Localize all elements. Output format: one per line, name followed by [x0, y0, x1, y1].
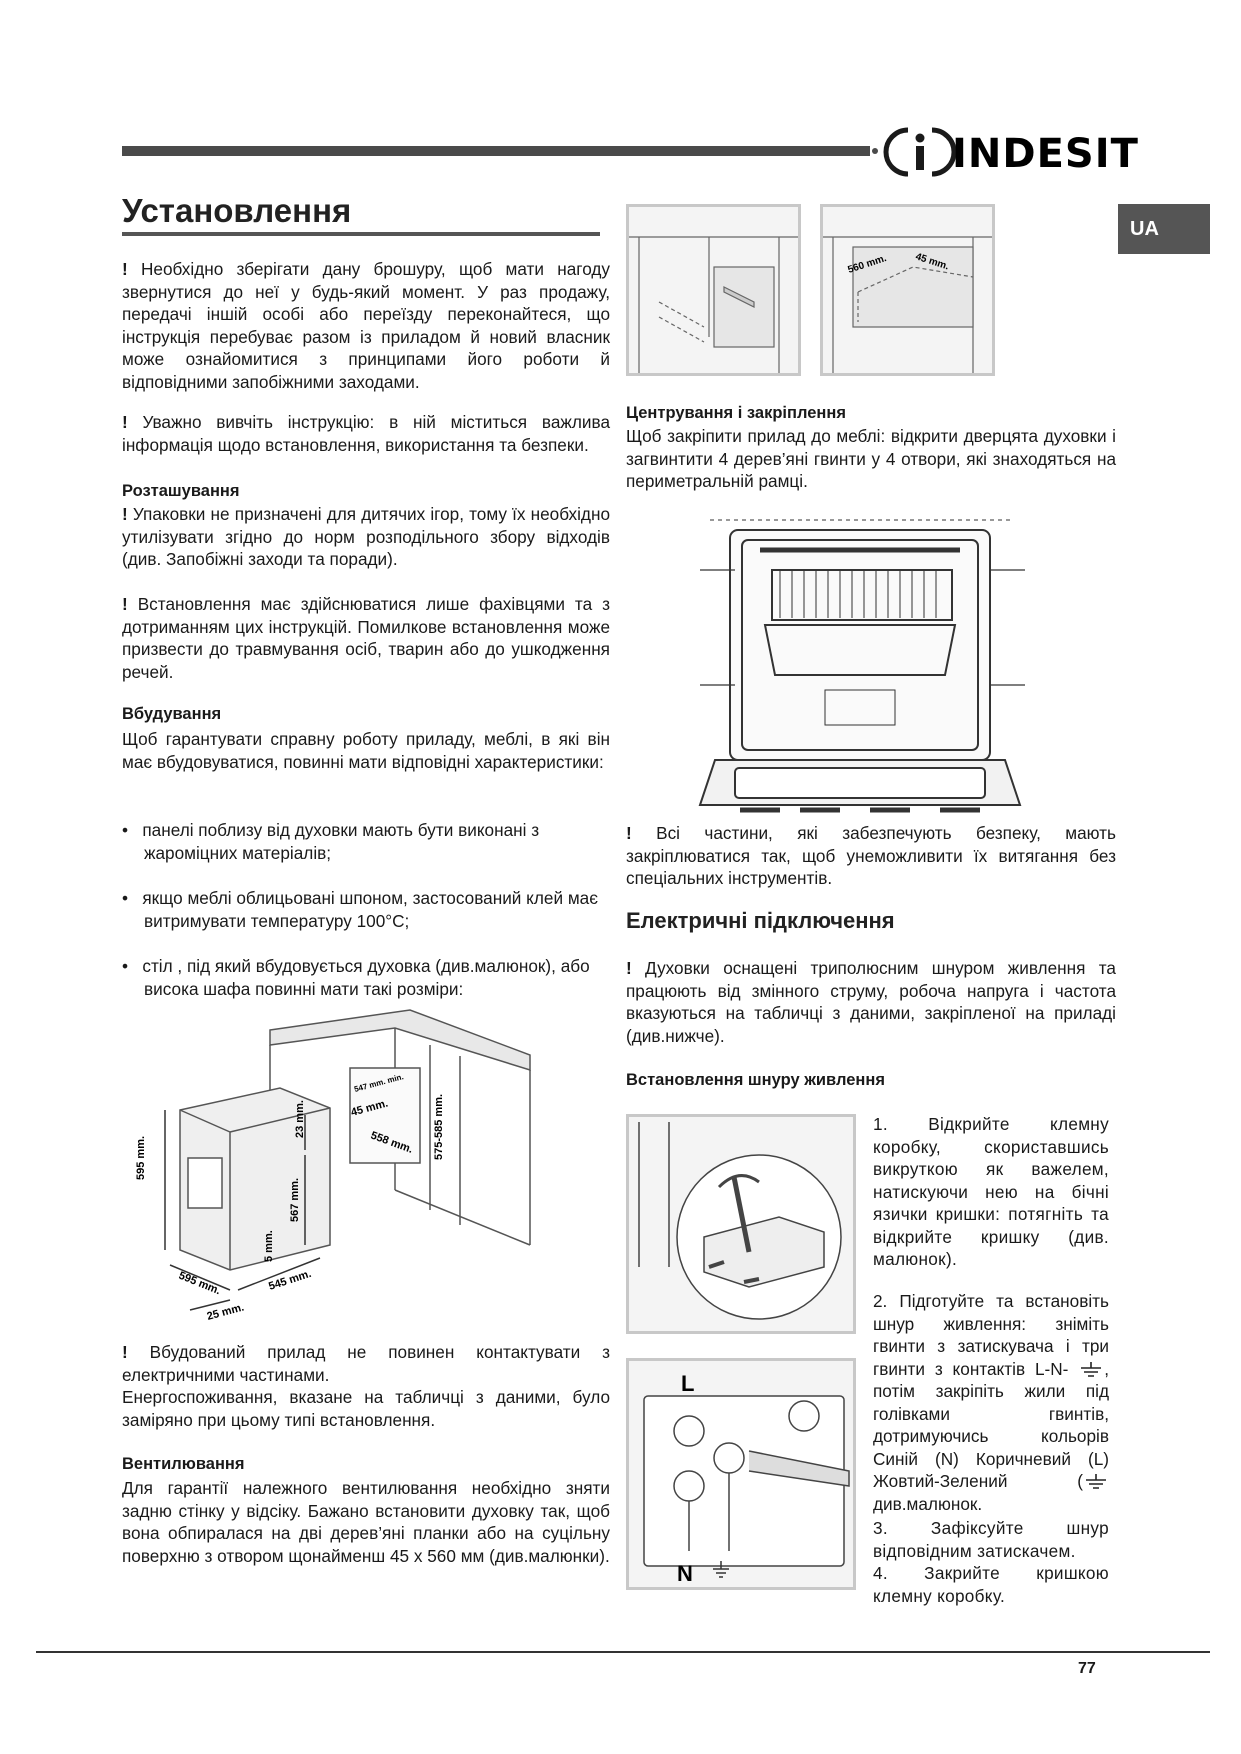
ground-symbol-icon — [1078, 1361, 1104, 1379]
page-number: 77 — [1078, 1660, 1096, 1677]
footer-line — [36, 1651, 1210, 1653]
cabinet-illustration — [629, 207, 798, 373]
dim-label: 567 mm. — [289, 1177, 301, 1222]
dim-label: 595 mm. — [176, 1269, 223, 1298]
builtin-paragraph: Щоб гарантувати справну роботу приладу, меблі, в які він має вбудовуватися, повинні мати відповідні характеристики: — [122, 729, 610, 772]
dim-label: 575-585 mm. — [433, 1093, 445, 1160]
header-bar — [122, 146, 870, 156]
intro-paragraph: ! Необхідно зберігати дану брошуру, щоб мати нагоду звернутися до неї у будь-який момент. У раз продажу, передачі іншій особі або переїзду переконайтеся, що інструкція перебуває разом із приладом й новий власник може ознайомитися з принципами його роботи й відповідними запобіжними заходами. — [122, 259, 611, 392]
warning-paragraph: ! Уважно вивчіть інструкцію: в ній міститься важлива інформація щодо встановлення, використання та безпеки. — [122, 412, 610, 455]
cord-heading: Встановлення шнуру живлення — [626, 1071, 885, 1089]
step-4-text: 4. Закрийте кришкою клемну коробку. — [873, 1563, 1109, 1606]
location-heading: Розташування — [122, 482, 240, 500]
packaging-paragraph: ! Упаковки не призначені для дитячих ігор, тому їх необхідно утилізувати згідно до норм розподільного збору відходів (див. Запобіжні заходи та поради). — [122, 504, 611, 569]
oven-front-figure — [690, 510, 1030, 820]
step-2-text: 2. Підготуйте та встановіть шнур живлення: зніміть гвинти з затискувача і три гвинти з контактів L-N- , потім закріпіть жили під голівками гвинтів, дотримуючись кольорів Синій (N) Коричневий (L) Жовтий-Зелений ( див.малюнок. — [873, 1291, 1109, 1514]
dim-label: 45 mm. — [349, 1097, 390, 1119]
centering-heading: Центрування і закріплення — [626, 404, 846, 422]
brand-name: INDESIT — [952, 131, 1139, 177]
header-bar-dot — [872, 148, 878, 154]
terminal-label-l: L — [681, 1371, 695, 1396]
dim-label: 23 mm. — [294, 1100, 306, 1138]
terminal-box-illustration — [629, 1117, 853, 1331]
electric-heading: Електричні підключення — [626, 908, 895, 933]
dim-label: 558 mm. — [368, 1129, 415, 1156]
electric-paragraph: ! Духовки оснащені триполюсним шнуром живлення та працюють від змінного струму, робоча напруга і частота вказуються на табличці з даними, закріпленої на приладі (див.нижче). — [626, 958, 1116, 1046]
energy-paragraph: Енергоспоживання, вказане на табличці з даними, було заміряно при цьому типі встановлення. — [122, 1387, 610, 1430]
terminal-label-n: N — [677, 1561, 693, 1586]
step-1-text: 1. Відкрийте клемну коробку, скориставшись викруткою як важелем, натискуючи нею на бічні язички кришки: потягніть та відкрийте кришку (див. малюнок). — [873, 1114, 1109, 1269]
dim-label: 45 mm. — [914, 251, 951, 273]
title-underline — [122, 232, 600, 236]
dim-label: 545 mm. — [267, 1267, 313, 1293]
safety-paragraph: ! Всі частини, які забезпечують безпеку, мають закріплюватися так, щоб унеможливити їх витягання без спеціальних інструментів. — [626, 823, 1116, 888]
step-3-text: 3. Зафіксуйте шнур відповідним затискачем. — [873, 1518, 1109, 1561]
terminal-box-open-figure — [626, 1114, 856, 1334]
page-title: Установлення — [122, 192, 352, 229]
terminal-wiring-illustration — [629, 1361, 853, 1587]
bullet-item: • стіл , під який вбудовується духовка (див.малюнок), або висока шафа повинні мати такі розміри: — [122, 956, 590, 999]
dim-label: 25 mm. — [205, 1301, 246, 1323]
dim-label: 560 mm. — [846, 253, 888, 276]
centering-paragraph: Щоб закріпити прилад до меблі: відкрити дверцята духовки і загвинтити 4 дерев’яні гвинти у 4 отвори, які знаходяться на периметральній рамці. — [626, 426, 1116, 491]
ground-symbol-icon — [1083, 1473, 1109, 1491]
builtin-dimensions-figure — [130, 1000, 530, 1323]
ventilation-heading: Вентилювання — [122, 1455, 245, 1473]
language-tab: UA — [1118, 204, 1210, 254]
ventilation-paragraph: Для гарантії належного вентилювання необхідно зняти задню стінку у відсіку. Бажано встановити духовку так, щоб вона обпиралася на дві дерев’яні планки або на суцільну поверхню з отвором щонайменш 45 х 560 мм (див.малюнки). — [122, 1478, 610, 1566]
dim-label: 595 mm. — [135, 1135, 147, 1180]
cabinet-figure-1 — [626, 204, 801, 376]
installer-paragraph: ! Встановлення має здійснюватися лише фахівцями та з дотриманням цих інструкцій. Помилкове встановлення може призвести до травмування осіб, тварин або до ушкодження речей. — [122, 594, 610, 682]
terminal-wiring-figure — [626, 1358, 856, 1590]
contact-paragraph: ! Вбудований прилад не повинен контактувати з електричними частинами. — [122, 1342, 611, 1385]
cabinet-figure-2 — [820, 204, 995, 376]
indesit-logo — [890, 122, 1139, 182]
dim-label: 5 mm. — [263, 1230, 275, 1262]
builtin-heading: Вбудування — [122, 705, 222, 723]
cabinet-illustration — [823, 207, 992, 373]
bullet-item: • якщо меблі облицьовані шпоном, застосований клей має витримувати температуру 100°С; — [122, 888, 599, 931]
indesit-logo-mark — [890, 122, 1139, 182]
bullet-item: • панелі поблизу від духовки мають бути виконані з жароміцних матеріалів; — [122, 820, 540, 863]
dim-label: 547 mm. min. — [353, 1072, 405, 1094]
